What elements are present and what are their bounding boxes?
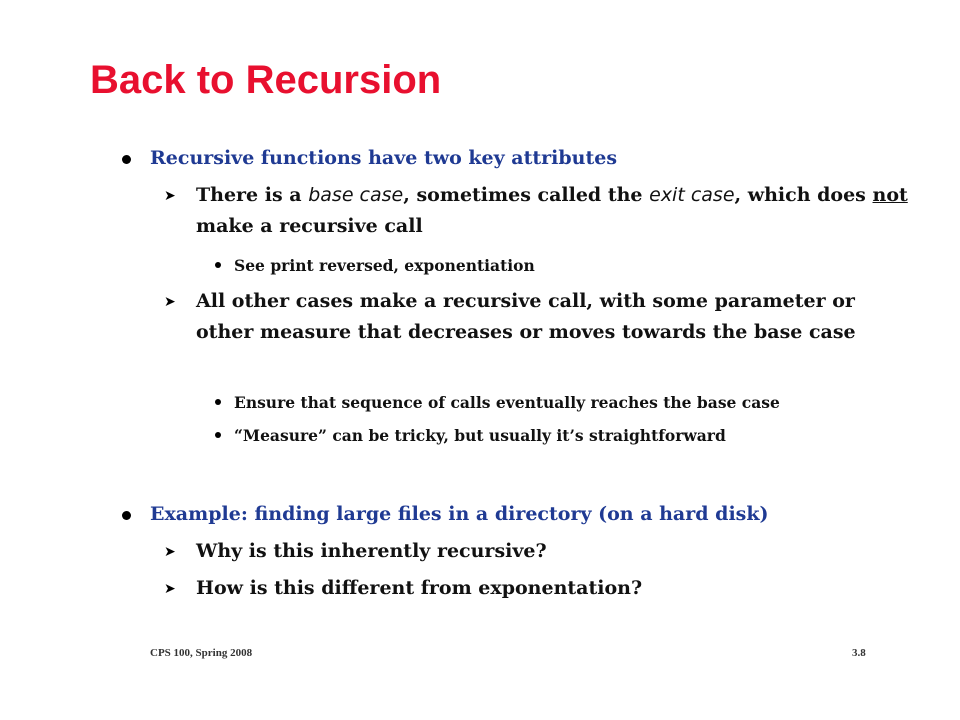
subsubbullet-examples — [234, 256, 535, 275]
subsubbullet-ensure — [234, 393, 780, 412]
subbullet-why-recursive — [164, 536, 916, 567]
bullet-text: Example: finding large files in a directory (on a hard disk) — [150, 503, 769, 525]
small-dot-icon — [215, 399, 221, 405]
text-segment: make a recursive call — [196, 215, 423, 237]
subbullet-base-case — [164, 180, 916, 242]
subbullet-how-different — [164, 573, 916, 604]
subbullet-text: All other cases make a recursive call, with some parameter or other measure that decreases or moves towards the base case — [196, 290, 856, 343]
small-dot-icon — [215, 432, 221, 438]
subsubbullet-text: Ensure that sequence of calls eventually reaches the base case — [234, 393, 780, 412]
subsubbullet-text: “Measure” can be tricky, but usually it’s straightforward — [234, 426, 726, 445]
term-exit-case: exit case — [649, 184, 735, 206]
subsubbullet-text: See print reversed, exponentiation — [234, 256, 535, 275]
arrow-bullet-icon: ➤ — [164, 544, 176, 560]
arrow-bullet-icon: ➤ — [164, 581, 176, 597]
subbullet-text: Why is this inherently recursive? — [196, 540, 547, 562]
text-segment: , which does — [734, 184, 873, 206]
small-dot-icon — [215, 262, 221, 268]
text-segment: There is a — [196, 184, 309, 206]
arrow-bullet-icon: ➤ — [164, 188, 176, 204]
bullet-dot-icon — [122, 155, 131, 164]
bullet-example-large-files — [150, 503, 769, 525]
bullet-dot-icon — [122, 511, 131, 520]
arrow-bullet-icon: ➤ — [164, 294, 176, 310]
bullet-recursive-attributes — [150, 147, 617, 169]
underlined-not: not — [872, 184, 908, 206]
footer-page-number: 3.8 — [852, 647, 866, 659]
text-segment: , sometimes called the — [403, 184, 650, 206]
footer-course: CPS 100, Spring 2008 — [150, 647, 253, 659]
bullet-text: Recursive functions have two key attributes — [150, 147, 618, 169]
subsubbullet-measure — [234, 426, 726, 445]
slide-title: Back to Recursion — [90, 58, 442, 102]
subbullet-text: How is this different from exponentation? — [196, 577, 643, 599]
term-base-case: base case — [308, 184, 404, 206]
subbullet-other-cases — [164, 286, 916, 348]
